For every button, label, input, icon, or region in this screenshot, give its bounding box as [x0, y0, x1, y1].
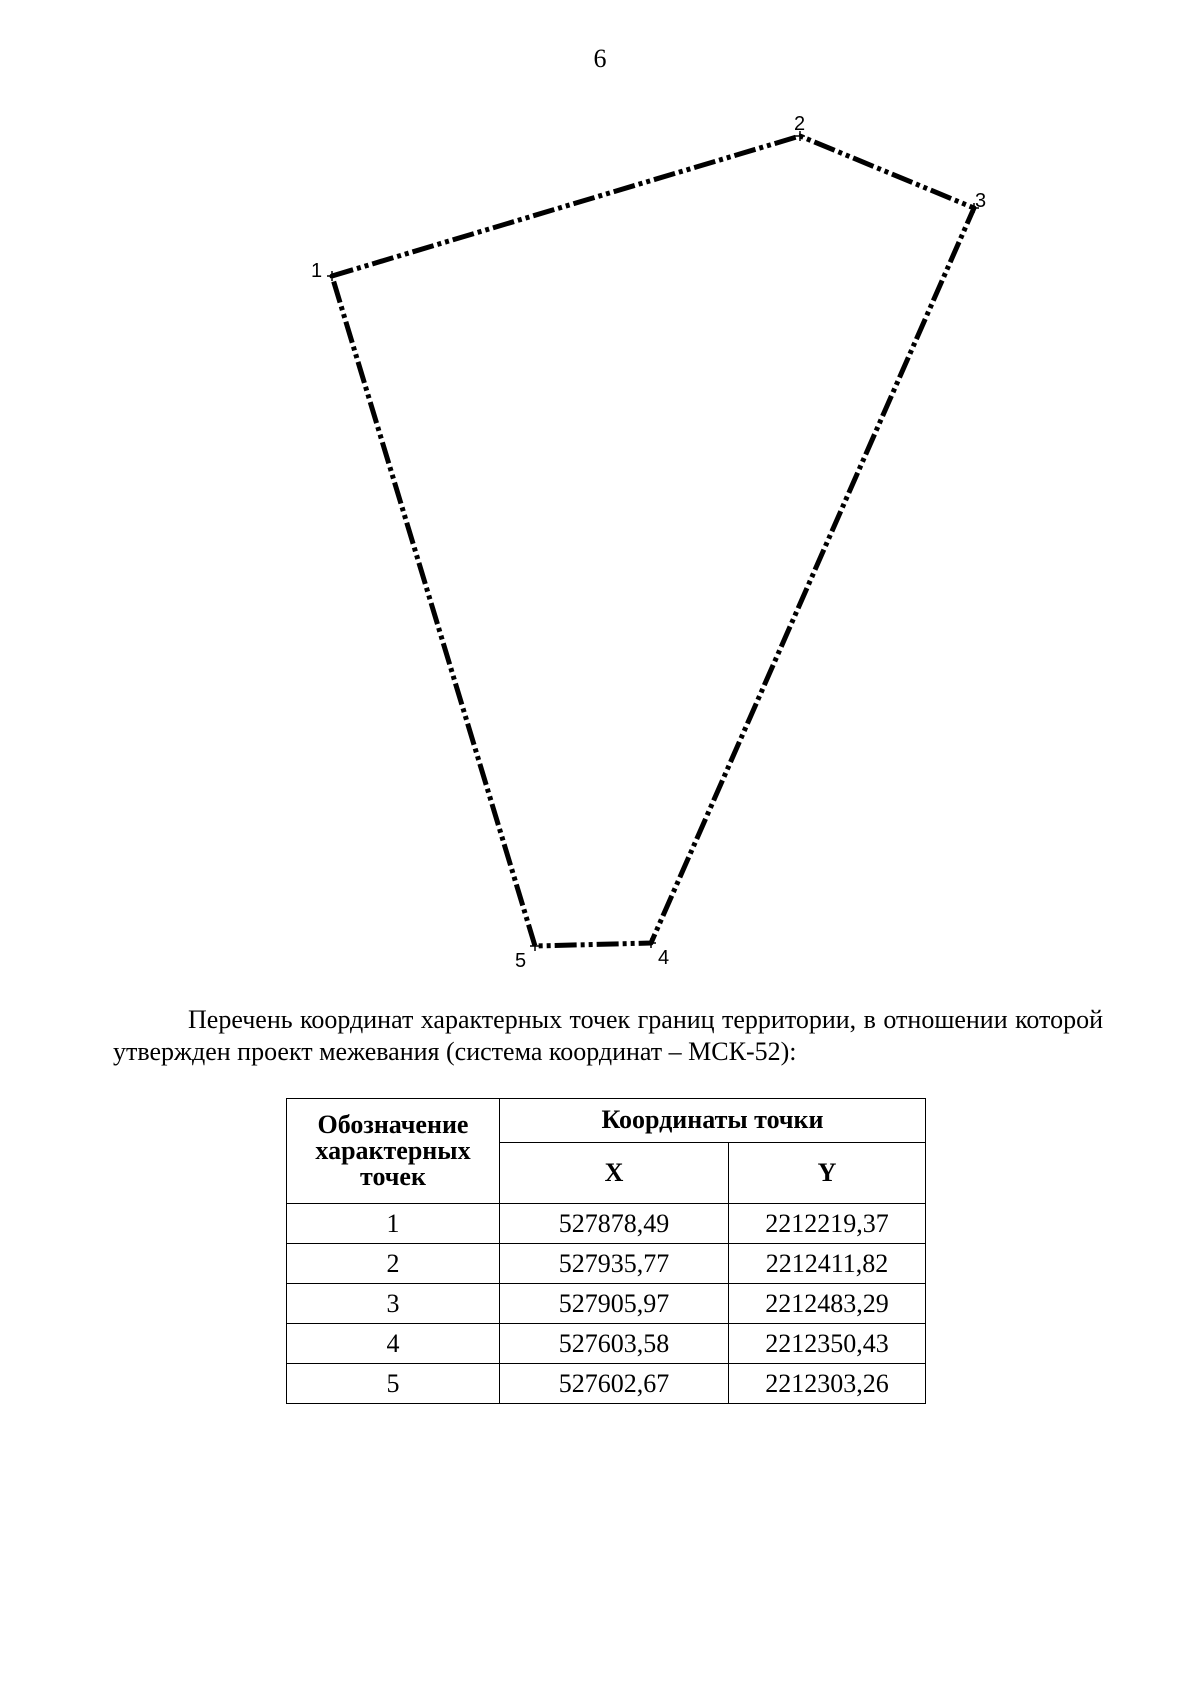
header-x: X [500, 1142, 729, 1203]
cell-x: 527878,49 [500, 1204, 729, 1244]
cell-y: 2212411,82 [729, 1244, 926, 1284]
cell-x: 527905,97 [500, 1284, 729, 1324]
table-row [287, 1364, 926, 1404]
header-designation: Обозначение характерных точек [287, 1099, 500, 1204]
cell-y: 2212303,26 [729, 1364, 926, 1404]
boundary-polygon [332, 136, 974, 946]
cell-point: 1 [287, 1204, 500, 1244]
cell-y: 2212483,29 [729, 1284, 926, 1324]
cell-point: 2 [287, 1244, 500, 1284]
point-label-3: 3 [975, 190, 987, 212]
page-number: 6 [593, 44, 607, 73]
point-label-4: 4 [658, 947, 670, 969]
header-coordinates: Координаты точки [500, 1099, 926, 1143]
table-row [287, 1204, 926, 1244]
table-row [287, 1244, 926, 1284]
vertex-marks [327, 131, 979, 951]
table-row [287, 1284, 926, 1324]
point-label-1: 1 [311, 260, 323, 282]
cell-y: 2212219,37 [729, 1204, 926, 1244]
point-label-2: 2 [794, 113, 806, 135]
point-label-5: 5 [515, 950, 527, 972]
coordinates-table [286, 1098, 926, 1404]
cell-point: 5 [287, 1364, 500, 1404]
cell-x: 527935,77 [500, 1244, 729, 1284]
cell-point: 4 [287, 1324, 500, 1364]
header-y: Y [729, 1142, 926, 1203]
cell-x: 527603,58 [500, 1324, 729, 1364]
cell-point: 3 [287, 1284, 500, 1324]
table-row [287, 1324, 926, 1364]
cell-x: 527602,67 [500, 1364, 729, 1404]
cell-y: 2212350,43 [729, 1324, 926, 1364]
coordinates-caption: Перечень координат характерных точек границ территории, в отношении которой утвержден проект межевания (система координат – МСК-52): [113, 1005, 1103, 1066]
